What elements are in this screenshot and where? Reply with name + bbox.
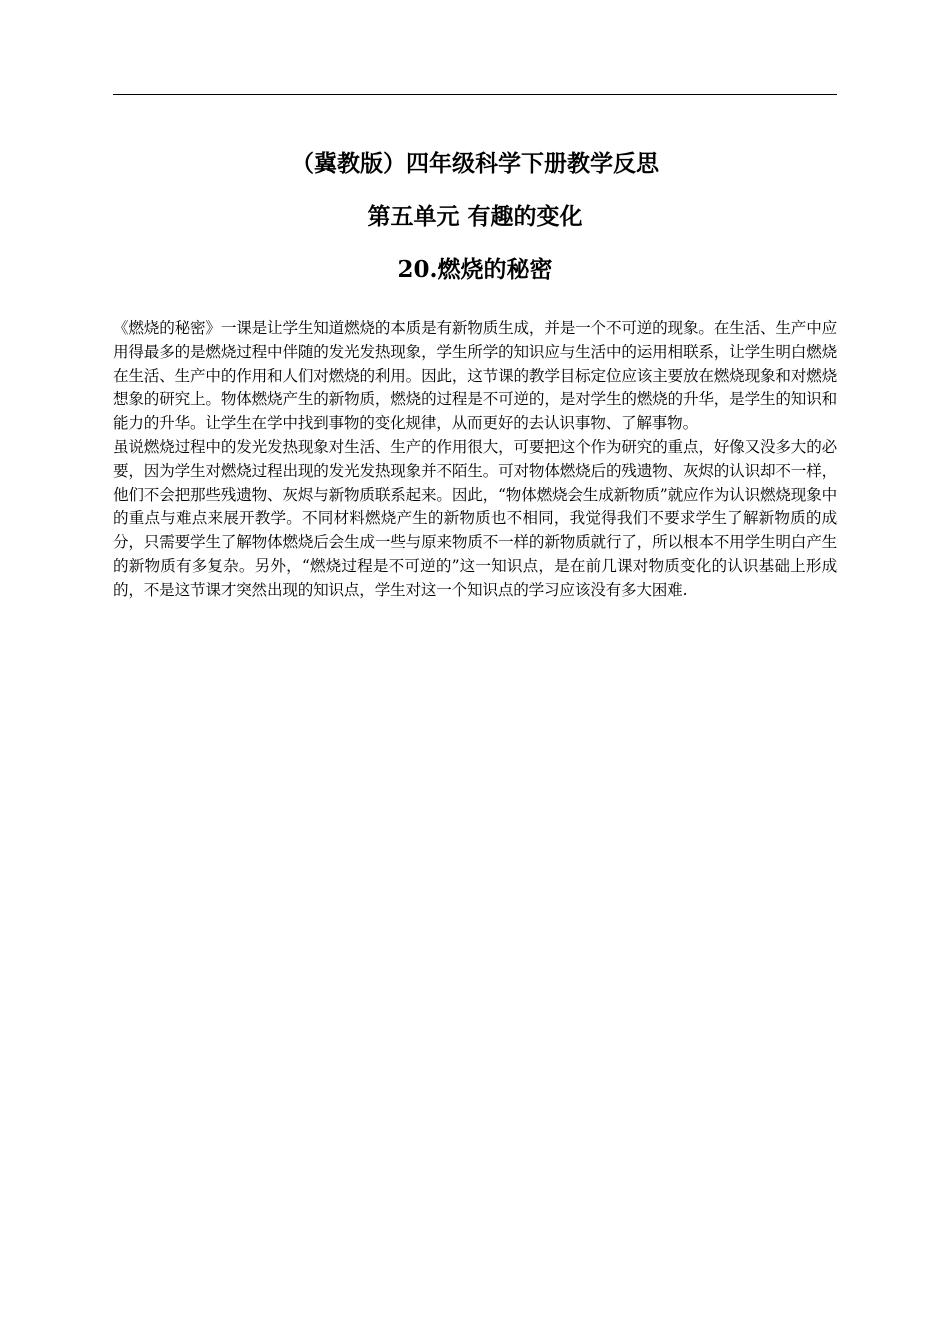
unit-title: 第五单元 有趣的变化 (367, 203, 583, 230)
document-title: （冀教版）四年级科学下册教学反思 (291, 150, 659, 177)
lesson-title: 20.燃烧的秘密 (397, 256, 553, 283)
body-text (113, 317, 837, 603)
title-block (113, 150, 837, 309)
paragraph-2: 虽说燃烧过程中的发光发热现象对生活、生产的作用很大，可要把这个作为研究的重点，好像又没多大的必要，因为学生对燃烧过程出现的发光发热现象并不陌生。可对物体燃烧后的残遗物、灰烬的认识却不一样，他们不会把那些残遗物、灰烬与新物质联系起来。因此，“物体燃烧会生成新物质”就应作为认识燃烧现象中的重点与难点来展开教学。不同材料燃烧产生的新物质也不相同，我觉得我们不要求学生了解新物质的成分，只需要学生了解物体燃烧后会生成一些与原来物质不一样的新物质就行了，所以根本不用学生明白产生的新物质有多复杂。另外，“燃烧过程是不可逆的”这一知识点，是在前几课对物质变化的认识基础上形成的，不是这节课才突然出现的知识点，学生对这一个知识点的学习应该没有多大困难. (113, 437, 837, 599)
header-rule (113, 94, 837, 95)
paragraph-1: 《燃烧的秘密》一课是让学生知道燃烧的本质是有新物质生成，并是一个不可逆的现象。在生活、生产中应用得最多的是燃烧过程中伴随的发光发热现象，学生所学的知识应与生活中的运用相联系，让学生明白燃烧在生活、生产中的作用和人们对燃烧的利用。因此，这节课的教学目标定位应该主要放在燃烧现象和对燃烧想象的研究上。物体燃烧产生的新物质，燃烧的过程是不可逆的，是对学生的燃烧的升华，是学生的知识和能力的升华。让学生在学中找到事物的变化规律，从而更好的去认识事物、了解事物。 (113, 319, 837, 433)
